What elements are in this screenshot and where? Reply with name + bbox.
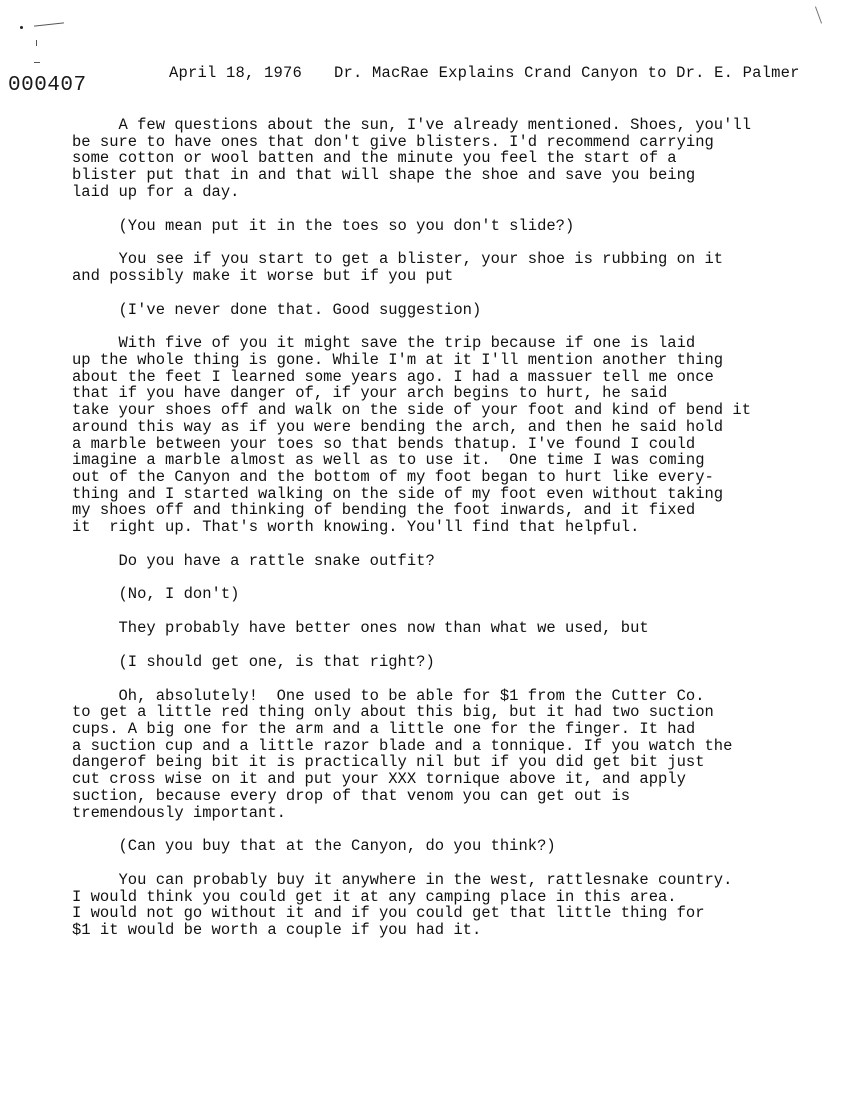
ink-speck xyxy=(20,26,23,29)
paragraph-line: my shoes off and thinking of bending the foot inwards, and it fixed xyxy=(72,501,696,520)
transcript-paragraph xyxy=(72,302,832,319)
paragraph-line: imagine a marble almost as well as to use it. One time I was coming xyxy=(72,451,705,470)
paragraph-line: (No, I don't) xyxy=(72,585,240,604)
paragraph-line: You can probably buy it anywhere in the west, rattlesnake country. xyxy=(72,870,733,889)
paragraph-line: (You mean put it in the toes so you don't slide?) xyxy=(72,216,575,235)
paragraph-line: around this way as if you were bending the arch, and then he said hold xyxy=(72,417,724,436)
header-date: April 18, 1976 xyxy=(169,64,303,82)
paragraph-line: up the whole thing is gone. While I'm at it I'll mention another thing xyxy=(72,351,724,370)
paragraph-line: to get a little red thing only about this big, but it had two suction xyxy=(72,703,714,722)
paragraph-line: I would not go without it and if you could get that little thing for xyxy=(72,904,705,923)
paragraph-line: it right up. That's worth knowing. You'll find that helpful. xyxy=(72,518,640,537)
paragraph-line: thing and I started walking on the side of my foot even without taking xyxy=(72,484,724,503)
paragraph-line: about the feet I learned some years ago. I had a massuer tell me once xyxy=(72,367,714,386)
header-title: Dr. MacRae Explains Crand Canyon to Dr. E. Palmer xyxy=(334,64,800,82)
transcript-paragraph xyxy=(72,553,832,570)
transcript-paragraph xyxy=(72,872,832,939)
paragraph-line: and possibly make it worse but if you put xyxy=(72,266,454,285)
paragraph-line: cut cross wise on it and put your XXX tornique above it, and apply xyxy=(72,770,686,789)
paragraph-line: suction, because every drop of that venom you can get out is xyxy=(72,786,631,805)
paragraph-line: a suction cup and a little razor blade and a tonnique. If you watch the xyxy=(72,736,733,755)
transcript-paragraph xyxy=(72,218,832,235)
paragraph-line: blister put that in and that will shape the shoe and save you being xyxy=(72,166,696,185)
paragraph-line: dangerof being bit it is practically nil but if you did get bit just xyxy=(72,753,705,772)
paragraph-line: be sure to have ones that don't give blisters. I'd recommend carrying xyxy=(72,132,714,151)
paragraph-line: a marble between your toes so that bends thatup. I've found I could xyxy=(72,434,696,453)
paragraph-line: (Can you buy that at the Canyon, do you think?) xyxy=(72,837,556,856)
paragraph-line: laid up for a day. xyxy=(72,182,240,201)
pen-stroke xyxy=(36,40,37,46)
transcript-paragraph xyxy=(72,654,832,671)
paragraph-line: out of the Canyon and the bottom of my foot began to hurt like every- xyxy=(72,467,714,486)
pen-stroke xyxy=(34,22,64,26)
transcript-paragraph xyxy=(72,688,832,822)
transcript-paragraph xyxy=(72,117,832,201)
transcript-paragraph xyxy=(72,838,832,855)
paragraph-line: A few questions about the sun, I've already mentioned. Shoes, you'll xyxy=(72,116,752,134)
paragraph-line: that if you have danger of, if your arch begins to hurt, he said xyxy=(72,384,668,403)
transcript-paragraph xyxy=(72,251,832,284)
document-number: 000407 xyxy=(8,74,87,97)
paragraph-line: $1 it would be worth a couple if you had it. xyxy=(72,921,482,940)
paragraph-line: take your shoes off and walk on the side of your foot and kind of bend it xyxy=(72,401,752,420)
paragraph-line: I would think you could get it at any camping place in this area. xyxy=(72,887,677,906)
paragraph-line: (I've never done that. Good suggestion) xyxy=(72,300,482,319)
pen-stroke xyxy=(34,62,40,63)
paragraph-line: tremendously important. xyxy=(72,803,286,822)
document-header xyxy=(131,46,800,100)
paragraph-line: some cotton or wool batten and the minute you feel the start of a xyxy=(72,149,677,168)
paragraph-line: With five of you it might save the trip because if one is laid xyxy=(72,334,696,353)
transcript-paragraph xyxy=(72,620,832,637)
document-body xyxy=(72,117,832,956)
transcript-paragraph xyxy=(72,586,832,603)
paragraph-line: They probably have better ones now than what we used, but xyxy=(72,619,649,638)
paragraph-line: Oh, absolutely! One used to be able for $1 from the Cutter Co. xyxy=(72,686,705,705)
paragraph-line: Do you have a rattle snake outfit? xyxy=(72,551,435,570)
paragraph-line: (I should get one, is that right?) xyxy=(72,652,435,671)
paragraph-line: cups. A big one for the arm and a little one for the finger. It had xyxy=(72,719,696,738)
pen-stroke xyxy=(815,6,822,23)
paragraph-line: You see if you start to get a blister, your shoe is rubbing on it xyxy=(72,250,724,269)
transcript-paragraph xyxy=(72,335,832,535)
